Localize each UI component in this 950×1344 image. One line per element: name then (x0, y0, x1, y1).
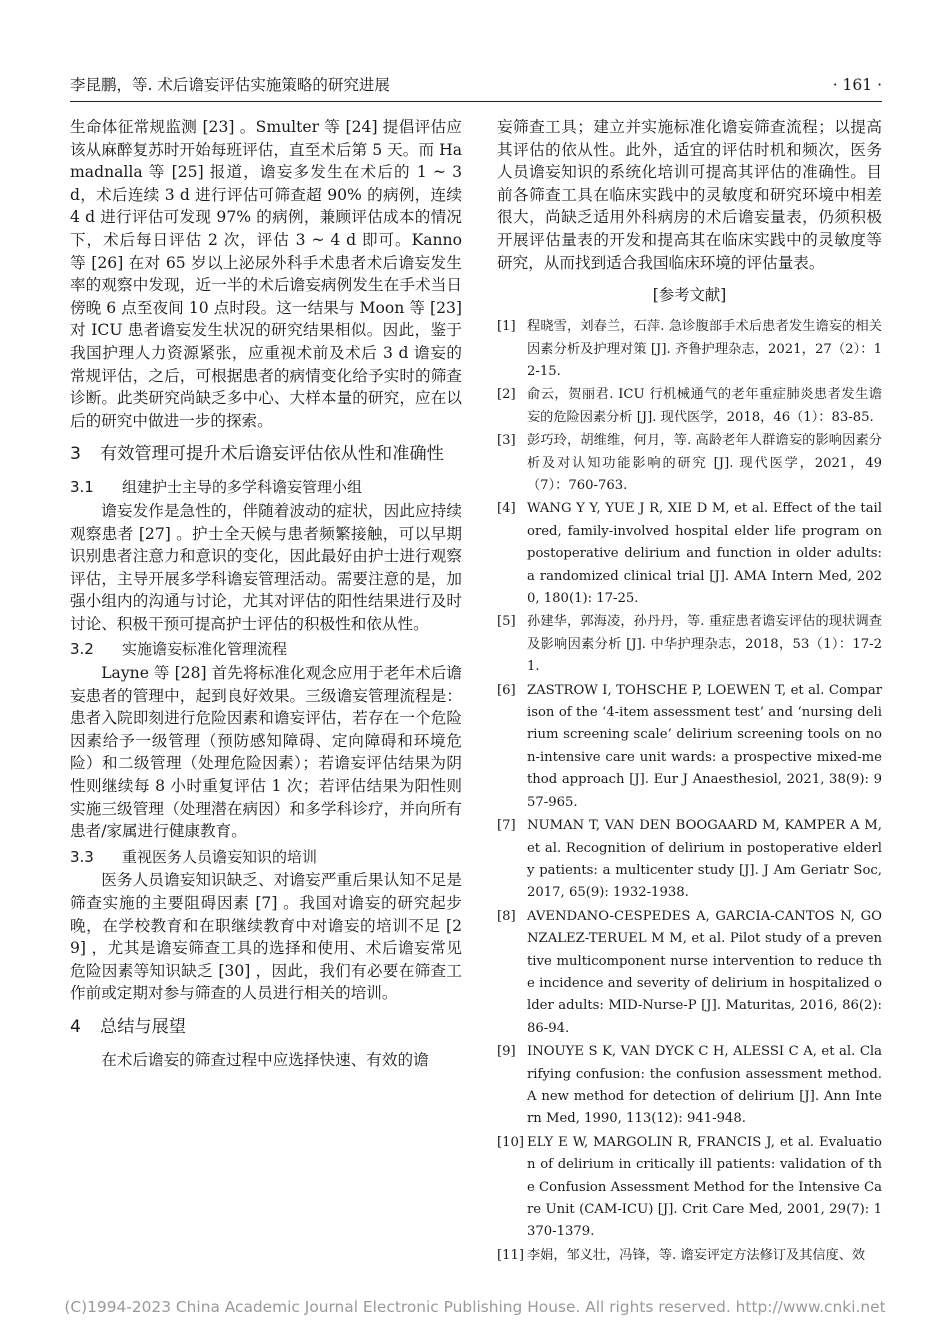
reference-item (497, 1132, 882, 1244)
reference-text: 彭巧玲，胡维维，何月，等. 高龄老年人群谵妄的影响因素分析及对认知功能影响的研究 [J]. 现代医学，2021，49（7）：760-763. (527, 433, 882, 493)
paragraph-3-3: 医务人员谵妄知识缺乏、对谵妄严重后果认知不足是筛查实施的主要阻碍因素 [7] 。我国对谵妄的研究起步晚，在学校教育和在职继续教育中对谵妄的培训不足 [29] ，尤其是谵妄筛查工具的选择和使用、术后谵妄常见危险因素等知识缺乏 [30] ，因此，我们有必要在筛查工作前或定期对参与筛查的人员进行相关的培训。 (70, 871, 462, 1003)
reference-number: [4] (497, 501, 516, 517)
section-number: 3 (70, 444, 81, 465)
reference-text: 程晓雪，刘春兰，石萍. 急诊腹部手术后患者发生谵妄的相关因素分析及护理对策 [J]. 齐鲁护理杂志，2021，27（2）：12-15. (527, 319, 882, 379)
header-divider (70, 101, 882, 102)
paragraph-4: 在术后谵妄的筛查过程中应选择快速、有效的谵 (101, 1050, 429, 1069)
reference-item (497, 1245, 882, 1267)
paragraph-assessment-timing: 生命体征常规监测 [23] 。Smulter 等 [24] 提倡评估应该从麻醉复苏时开始每班评估，直至术后第 5 天。而 Hamadnalla 等 [25] 报道，谵妄多发生在术后的 1 ~ 3 d，术后连续 3 d 进行评估可筛查超 90% 的病例，连续 4 d 进行评估可发现 97% 的病例，兼顾评估成本的情况下，术后每日评估 2 次，评估 3 ~ 4 d 即可。Kanno 等 [26] 在对 65 岁以上泌尿外科手术患者术后谵妄发生率的观察中发现，近一半的术后谵妄病例发生在手术当日傍晚 6 点至夜间 10 点时段。这一结果与 Moon 等 [23] 对 ICU 患者谵妄发生状况的研究结果相似。因此，鉴于我国护理人力资源紧张，应重视术前及术后 3 d 谵妄的常规评估，之后，可根据患者的病情变化给予实时的筛查诊断。此类研究尚缺乏多中心、大样本量的研究，应在以后的研究中做进一步的探索。 (70, 118, 462, 430)
copyright-footer: (C)1994-2023 China Academic Journal Electronic Publishing House. All rights reserved. http://www.cnki.net (64, 1298, 886, 1316)
reference-text: INOUYE S K, VAN DYCK C H, ALESSI C A, et al. Clarifying confusion: the confusion assessment method. A new method for detection of delirium [J]. Ann Intern Med, 1990, 113(12): 941-948. (527, 1044, 882, 1127)
right-column (497, 116, 882, 1268)
reference-text: 李娟，邹义壮，冯锋，等. 谵妄评定方法修订及其信度、效 (527, 1247, 866, 1263)
reference-number: [8] (497, 908, 516, 924)
subsection-3-3-heading (70, 846, 462, 869)
reference-text: ZASTROW I, TOHSCHE P, LOEWEN T, et al. Comparison of the ‘4-item assessment test’ and ‘nursing delirium screening scale’ delirium screening tools on non-intensive care unit wards: a prospective mixed-method approach [J]. Eur J Anaesthesiol, 2021, 38(9): 957-965. (527, 682, 882, 810)
section-4-heading (70, 1014, 462, 1040)
reference-item (497, 611, 882, 678)
paragraph-3-2: Layne 等 [28] 首先将标准化观念应用于老年术后谵妄患者的管理中，起到良好效果。三级谵妄管理流程是：患者入院即刻进行危险因素和谵妄评估，若存在一个危险因素给予一级管理（预防感知障碍、定向障碍和环境危险）和二级管理（处理危险因素）；若谵妄评估结果为阴性则继续每 8 小时重复评估 1 次；若评估结果为阳性则实施三级管理（处理潜在病因）和多学科诊疗，并向所有患者/家属进行健康教育。 (70, 664, 462, 841)
reference-item (497, 680, 882, 814)
reference-text: 俞云，贺丽君. ICU 行机械通气的老年重症肺炎患者发生谵妄的危险因素分析 [J]. 现代医学，2018，46（1）：83-85. (527, 387, 882, 425)
subsection-number: 3.2 (70, 640, 94, 659)
reference-item (497, 815, 882, 905)
reference-item (497, 384, 882, 429)
reference-number: [1] (497, 319, 516, 335)
reference-number: [6] (497, 682, 516, 698)
paragraph-conclusion: 妄筛查工具；建立并实施标准化谵妄筛查流程；以提高其评估的依从性。此外，适宜的评估时机和频次，医务人员谵妄知识的系统化培训可提高其评估的准确性。目前各筛查工具在临床实践中的灵敏度和研究环境中相差很大，尚缺乏适用外科病房的术后谵妄量表，仍须积极开展评估量表的开发和提高其在临床实践中的灵敏度等研究，从而找到适合我国临床环境的评估量表。 (497, 118, 882, 272)
reference-item (497, 906, 882, 1040)
reference-number: [2] (497, 387, 516, 403)
reference-number: [11] (497, 1247, 525, 1263)
subsection-title: 组建护士主导的多学科谵妄管理小组 (122, 478, 363, 497)
page-number: · 161 · (832, 76, 882, 94)
running-header (70, 72, 882, 98)
reference-item (497, 498, 882, 610)
reference-number: [3] (497, 433, 516, 449)
subsection-3-2-heading (70, 638, 462, 661)
reference-list (497, 316, 882, 1267)
section-title: 总结与展望 (100, 1016, 186, 1037)
paragraph-3-1: 谵妄发作是急性的，伴随着波动的症状，因此应持续观察患者 [27] 。护士全天候与患者频繁接触，可以早期识别患者注意力和意识的变化，因此最好由护士进行观察评估，主导开展多学科谵妄管理活动。需要注意的是，加强小组内的沟通与讨论，尤其对评估的阳性结果进行及时讨论、积极干预可提高护士评估的积极性和依从性。 (70, 501, 462, 633)
reference-number: [9] (497, 1044, 516, 1060)
subsection-title: 实施谵妄标准化管理流程 (122, 640, 288, 659)
left-column (70, 116, 462, 1072)
reference-item (497, 316, 882, 383)
subsection-3-1-heading (70, 476, 462, 499)
reference-text: ELY E W, MARGOLIN R, FRANCIS J, et al. Evaluation of delirium in critically ill patients: validation of the Confusion Assessment Method for the Intensive Care Unit (CAM-ICU) [J]. Crit Care Med, 2001, 29(7): 1370-1379. (527, 1134, 882, 1240)
subsection-number: 3.3 (70, 847, 94, 866)
reference-item (497, 430, 882, 497)
reference-number: [5] (497, 614, 516, 630)
subsection-number: 3.1 (70, 478, 94, 497)
section-number: 4 (70, 1016, 81, 1037)
section-title: 有效管理可提升术后谵妄评估依从性和准确性 (100, 444, 444, 465)
reference-number: [10] (497, 1134, 525, 1150)
reference-text: 孙建华，郭海凌，孙丹丹，等. 重症患者谵妄评估的现状调查及影响因素分析 [J]. 中华护理杂志，2018，53（1）：17-21. (527, 614, 882, 675)
references-heading: [参考文献] (652, 286, 727, 305)
subsection-title: 重视医务人员谵妄知识的培训 (122, 847, 318, 866)
running-title: 李昆鹏，等. 术后谵妄评估实施策略的研究进展 (70, 76, 390, 94)
reference-text: WANG Y Y, YUE J R, XIE D M, et al. Effect of the tailored, family-involved hospital elder life program on postoperative delirium and function in older adults: a randomized clinical trial [J]. AMA Intern Med, 2020, 180(1): 17-25. (527, 501, 882, 607)
section-3-heading (70, 441, 462, 467)
reference-item (497, 1041, 882, 1131)
reference-text: AVENDANO-CESPEDES A, GARCIA-CANTOS N, GONZALEZ-TERUEL M M, et al. Pilot study of a preventive multicomponent nurse intervention to reduce the incidence and severity of delirium in hospitalized older adults: MID-Nurse-P [J]. Maturitas, 2016, 86(2): 86-94. (527, 908, 882, 1036)
reference-text: NUMAN T, VAN DEN BOOGAARD M, KAMPER A M, et al. Recognition of delirium in postoperative elderly patients: a multicenter study [J]. J Am Geriatr Soc, 2017, 65(9): 1932-1938. (527, 818, 882, 901)
reference-number: [7] (497, 818, 516, 834)
